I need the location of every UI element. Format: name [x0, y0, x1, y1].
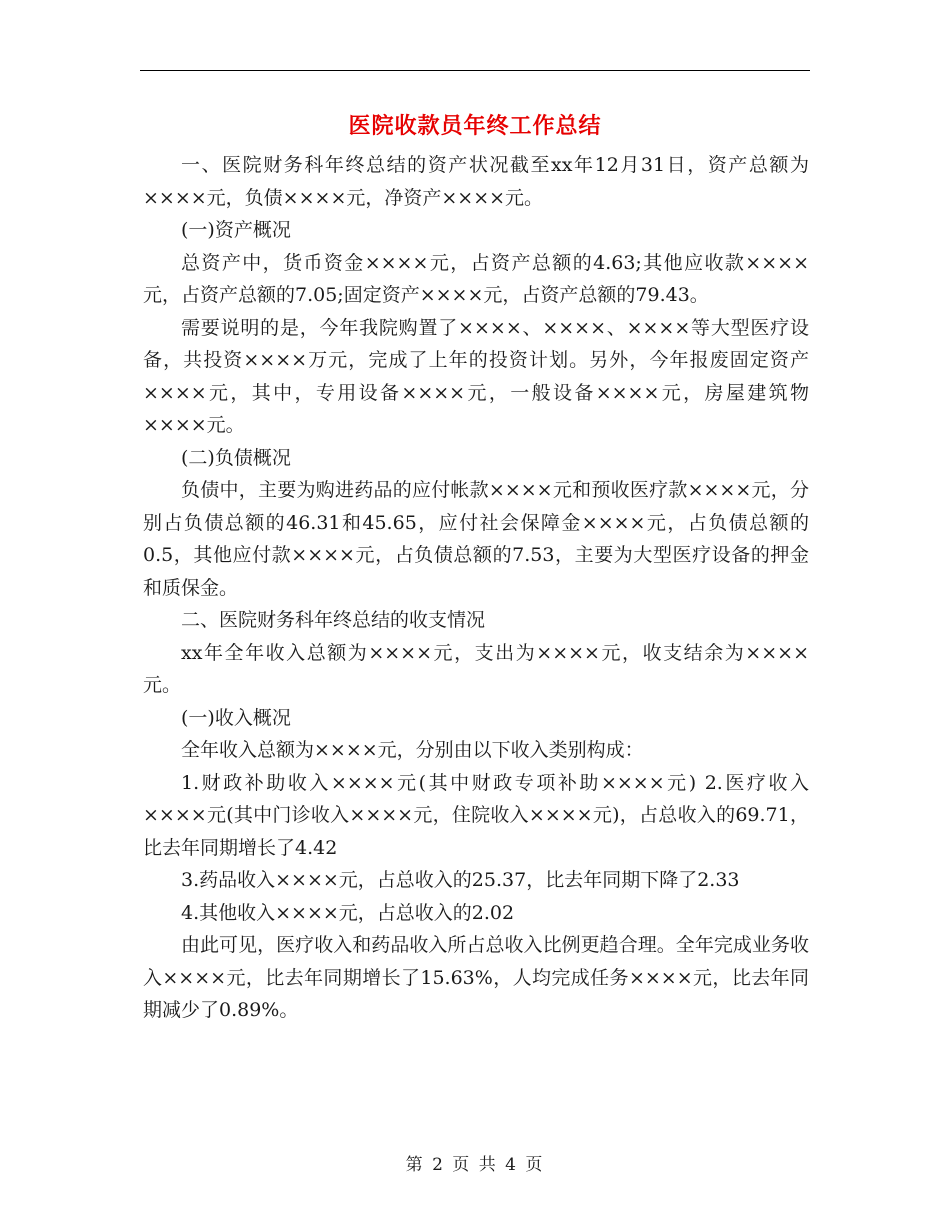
list-item: 4.其他收入××××元，占总收入的2.02: [181, 901, 515, 924]
document-body: [143, 149, 809, 1027]
section-heading: (一)收入概况: [181, 706, 291, 729]
paragraph: 需要说明的是，今年我院购置了××××、××××、××××等大型医疗设备，共投资××××万元，完成了上年的投资计划。另外，今年报废固定资产××××元，其中，专用设备××××元，一般设备××××元，房屋建筑物××××元。: [143, 316, 809, 436]
paragraph: 总资产中，货币资金××××元，占资产总额的4.63;其他应收款××××元，占资产总额的7.05;固定资产××××元，占资产总额的79.43。: [143, 251, 809, 306]
list-item: 3.药品收入××××元，占总收入的25.37，比去年同期下降了2.33: [181, 869, 740, 891]
document-title: 医院收款员年终工作总结: [348, 113, 602, 139]
paragraph: xx年全年收入总额为××××元，支出为××××元，收支结余为××××元。: [143, 641, 809, 696]
paragraph: 全年收入总额为××××元，分别由以下收入类别构成：: [181, 739, 644, 761]
section-heading: 二、医院财务科年终总结的收支情况: [181, 609, 486, 631]
paragraph: 负债中，主要为购进药品的应付帐款××××元和预收医疗款××××元，分别占负债总额的46.31和45.65，应付社会保障金××××元，占负债总额的0.5，其他应付款××××元，占负债总额的7.53，主要为大型医疗设备的押金和质保金。: [143, 479, 809, 599]
page-number: 第 2 页 共 4 页: [405, 1155, 545, 1175]
section-heading: (一)资产概况: [181, 219, 291, 241]
header-rule: [140, 70, 810, 71]
list-item: 1.财政补助收入××××元(其中财政专项补助××××元) 2.医疗收入××××元(其中门诊收入××××元，住院收入××××元)，占总收入的69.71，比去年同期增长了4.42: [143, 771, 809, 859]
paragraph: 一、医院财务科年终总结的资产状况截至xx年12月31日，资产总额为××××元，负债××××元，净资产××××元。: [143, 154, 809, 209]
paragraph: 由此可见，医疗收入和药品收入所占总收入比例更趋合理。全年完成业务收入××××元，比去年同期增长了15.63%，人均完成任务××××元，比去年同期减少了0.89%。: [143, 934, 809, 1021]
section-heading: (二)负债概况: [181, 446, 291, 469]
